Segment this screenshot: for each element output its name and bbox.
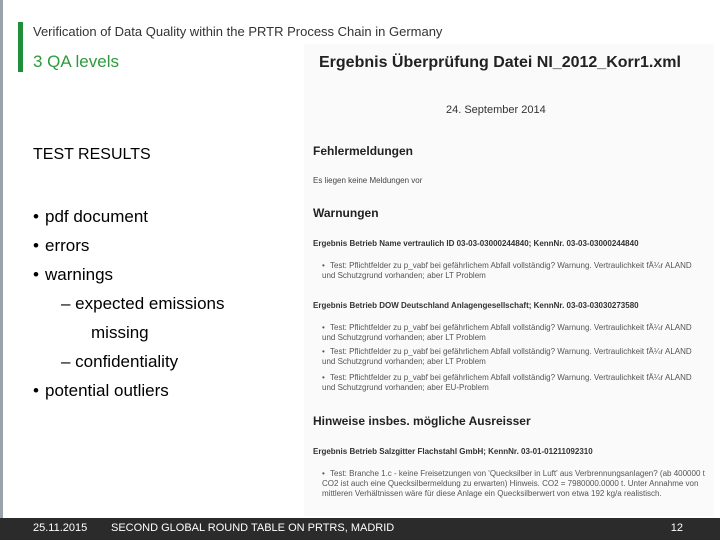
bullet-dot-icon: • [322,347,325,356]
bullet-dot-icon: • [322,373,325,382]
report-screenshot [304,44,714,516]
report-date: 24. September 2014 [446,104,546,116]
sub-bullet-item: – expected emissions [61,294,225,313]
hints-group-header: Ergebnis Betrieb Salzgitter Flachstahl GmbH; KennNr. 03-01-01211092310 [313,447,593,456]
warning-item: • Test: Pflichtfelder zu p_vabf bei gefährlichem Abfall vollständig? Warnung. Vertraulichkeit fÄ¼r ALAND und Schutzgrund vorhanden; aber LT Problem [322,261,692,280]
report-title: Ergebnis Überprüfung Datei NI_2012_Korr1.xml [319,54,681,71]
qa-levels-title: 3 QA levels [33,52,119,71]
bullet-dot-icon: • [33,207,39,226]
errors-heading: Fehlermeldungen [313,144,414,158]
footer-date: 25.11.2015 [33,522,88,534]
slide-header-title: Verification of Data Quality within the PRTR Process Chain in Germany [33,24,443,39]
warning-item: • Test: Pflichtfelder zu p_vabf bei gefährlichem Abfall vollständig? Warnung. Vertraulichkeit fÄ¼r ALAND und Schutzgrund vorhanden; aber LT Problem [322,323,692,342]
sub-bullet-item: – confidentiality [61,352,179,371]
bullet-dot-icon: • [33,236,39,255]
hints-heading: Hinweise insbes. mögliche Ausreisser [313,414,531,428]
footer-bar [0,518,720,540]
hint-item: • Test: Branche 1.c - keine Freisetzungen von 'Quecksilber in Luft' aus Verbrennungsanlagen? (ab 400000 t CO2 ist auch eine Quecksilbermeldung zu erwarten) Hinweis. CO2 = 7980000.0000 t. Unter Annahme von mittleren Verhältnissen wäre für diese Anlage ein Quecksilberwert von etwa 192 kg/a realistisch. [322,469,705,498]
bullet-dot-icon: • [322,323,325,332]
accent-bar [18,22,23,72]
bullet-item: • pdf document [33,202,283,231]
bullet-item: • potential outliers [33,376,283,405]
warnings-heading: Warnungen [313,206,379,220]
warnings-group-header: Ergebnis Betrieb DOW Deutschland Anlagengesellschaft; KennNr. 03-03-03030273580 [313,301,639,310]
warning-item: • Test: Pflichtfelder zu p_vabf bei gefährlichem Abfall vollständig? Warnung. Vertraulichkeit fÄ¼r ALAND und Schutzgrund vorhanden; aber EU-Problem [322,373,692,392]
bullet-item: • errors [33,231,283,260]
test-results-heading: TEST RESULTS [33,146,151,163]
bullet-dot-icon: • [33,265,39,284]
bullet-list [33,202,283,405]
warning-item: • Test: Pflichtfelder zu p_vabf bei gefährlichem Abfall vollständig? Warnung. Vertraulichkeit fÄ¼r ALAND und Schutzgrund vorhanden; aber LT Problem [322,347,692,366]
bullet-item: • warnings [33,260,283,289]
bullet-dot-icon: • [322,469,325,478]
warnings-group-header: Ergebnis Betrieb Name vertraulich ID 03-03-03000244840; KennNr. 03-03-03000244840 [313,239,639,248]
slide-frame-border [0,0,3,540]
bullet-dot-icon: • [322,261,325,270]
page-number: 12 [670,522,683,534]
sub-bullet-continuation: missing [91,323,149,342]
bullet-dot-icon: • [33,381,39,400]
errors-text: Es liegen keine Meldungen vor [313,176,423,185]
footer-event: SECOND GLOBAL ROUND TABLE ON PRTRS, MADRID [111,522,395,534]
